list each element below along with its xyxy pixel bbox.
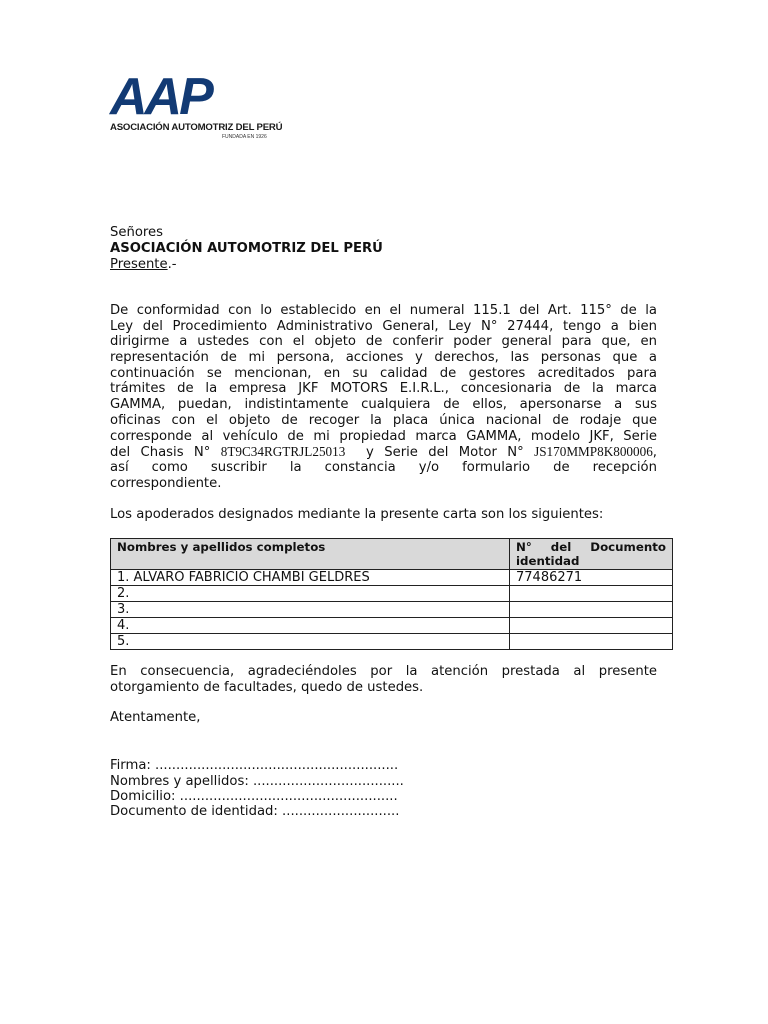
closing-line: otorgamiento de facultades, quedo de ustedes. — [110, 679, 424, 695]
salutation-senores: Señores — [110, 225, 164, 240]
body-line: continuación se mencionan, en su calidad de gestores acreditados para — [110, 365, 657, 381]
aap-logo — [110, 68, 283, 142]
row-name: 4. — [111, 618, 510, 634]
header-document-line2: identidad — [516, 554, 580, 568]
table-row — [111, 602, 673, 618]
chassis-number: 8T9C34RGTRJL25013 — [220, 444, 346, 460]
body-line: Ley del Procedimiento Administrativo General, Ley N° 27444, tengo a bien — [110, 318, 657, 334]
chassis-label: del Chasis N° — [110, 445, 221, 461]
table-row — [111, 634, 673, 650]
body-line: correspondiente. — [110, 475, 222, 491]
signature-firma: Firma: .......................................................... — [110, 758, 399, 773]
body-line-chassis-motor — [110, 444, 657, 460]
presente-word: Presente — [110, 257, 168, 272]
logo-organization: ASOCIACIÓN AUTOMOTRIZ DEL PERÚ — [110, 122, 283, 133]
row-name: 1. ALVARO FABRICIO CHAMBI GELDRES — [111, 570, 510, 586]
table-row — [111, 570, 673, 586]
closing-regards: Atentamente, — [110, 710, 201, 725]
apoderados-table — [110, 538, 673, 650]
table-row — [111, 586, 673, 602]
table-header-row — [111, 539, 673, 570]
header-name: Nombres y apellidos completos — [111, 539, 510, 570]
body-line: dirigirme a ustedes con el objeto de conferir poder general para que, en — [110, 334, 657, 350]
row-name: 2. — [111, 586, 510, 602]
closing-line: En consecuencia, agradeciéndoles por la atención prestada al presente — [110, 664, 657, 679]
motor-label: y Serie del Motor N° — [345, 445, 535, 461]
signature-documento: Documento de identidad: ............................ — [110, 804, 400, 819]
row-doc: 77486271 — [510, 570, 673, 586]
salutation-recipient: ASOCIACIÓN AUTOMOTRIZ DEL PERÚ — [110, 241, 383, 256]
row-doc — [510, 602, 673, 618]
body-line: De conformidad con lo establecido en el numeral 115.1 del Art. 115° de la — [110, 303, 657, 318]
logo-founded: FUNDADA EN 1926 — [222, 134, 267, 140]
header-document-line1: N° del Documento — [516, 540, 666, 554]
closing-paragraph — [110, 664, 657, 695]
row-doc — [510, 586, 673, 602]
presente-suffix: .- — [167, 257, 177, 272]
body-line: representación de mi persona, acciones y derechos, las personas que a — [110, 350, 657, 366]
body-line: GAMMA, puedan, indistintamente cualquiera de ellos, apersonarse a sus — [110, 397, 657, 413]
body-paragraph — [110, 303, 657, 491]
table-row — [111, 618, 673, 634]
signature-domicilio: Domicilio: .................................................... — [110, 789, 398, 804]
header-document — [510, 539, 673, 570]
motor-comma: , — [652, 445, 657, 461]
logo-acronym: AAP — [110, 68, 211, 126]
salutation-presente — [110, 257, 177, 273]
signature-nombres: Nombres y apellidos: .................................... — [110, 774, 404, 789]
body-line: oficinas con el objeto de recoger la placa única nacional de rodaje que — [110, 412, 657, 428]
body-line: trámites de la empresa JKF MOTORS E.I.R.L., concesionaria de la marca — [110, 381, 657, 397]
row-doc — [510, 618, 673, 634]
row-doc — [510, 634, 673, 650]
row-name: 5. — [111, 634, 510, 650]
body-line: corresponde al vehículo de mi propiedad marca GAMMA, modelo JKF, Serie — [110, 428, 657, 444]
body-line: así como suscribir la constancia y/o formulario de recepción — [110, 459, 657, 475]
table-intro: Los apoderados designados mediante la presente carta son los siguientes: — [110, 507, 604, 522]
motor-number: JS170MMP8K800006 — [534, 444, 653, 460]
row-name: 3. — [111, 602, 510, 618]
